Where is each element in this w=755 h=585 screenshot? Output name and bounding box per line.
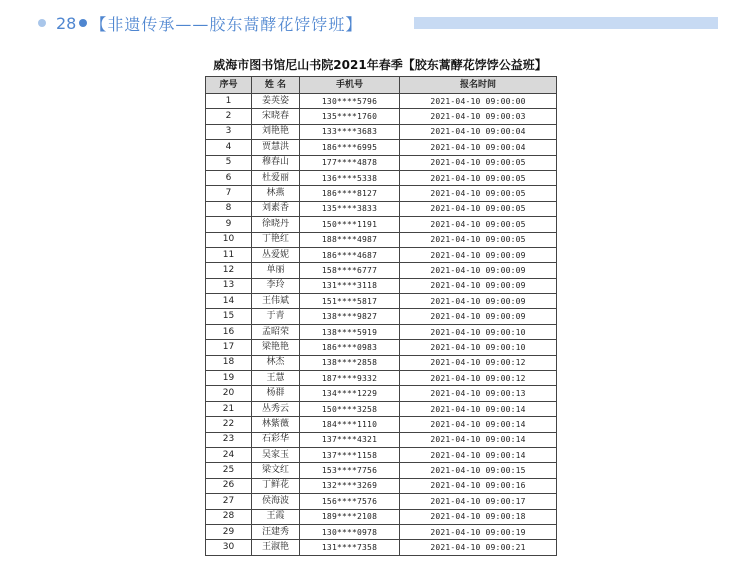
cell-phone: 130****0978 — [300, 524, 400, 539]
registration-table — [205, 76, 557, 556]
cell-number: 8 — [206, 201, 252, 216]
cell-time: 2021-04-10 09:00:18 — [400, 509, 557, 524]
table-row — [206, 201, 557, 216]
cell-name: 宋晓春 — [252, 109, 300, 124]
cell-phone: 188****4987 — [300, 232, 400, 247]
cell-name: 林燕 — [252, 186, 300, 201]
cell-name: 姜英姿 — [252, 94, 300, 109]
cell-name: 梁文红 — [252, 463, 300, 478]
cell-name: 林紫薇 — [252, 417, 300, 432]
cell-phone: 150****3258 — [300, 401, 400, 416]
cell-time: 2021-04-10 09:00:09 — [400, 247, 557, 262]
cell-time: 2021-04-10 09:00:13 — [400, 386, 557, 401]
table-row — [206, 109, 557, 124]
cell-name: 丛秀云 — [252, 401, 300, 416]
cell-phone: 158****6777 — [300, 263, 400, 278]
cell-number: 15 — [206, 309, 252, 324]
cell-number: 22 — [206, 417, 252, 432]
cell-number: 28 — [206, 509, 252, 524]
cell-time: 2021-04-10 09:00:05 — [400, 232, 557, 247]
cell-number: 30 — [206, 540, 252, 555]
table-row — [206, 540, 557, 555]
cell-number: 23 — [206, 432, 252, 447]
header-divider-bar — [414, 17, 718, 29]
cell-name: 杨群 — [252, 386, 300, 401]
cell-number: 5 — [206, 155, 252, 170]
table-row — [206, 432, 557, 447]
table-row — [206, 247, 557, 262]
table-row — [206, 524, 557, 539]
cell-time: 2021-04-10 09:00:05 — [400, 217, 557, 232]
cell-time: 2021-04-10 09:00:19 — [400, 524, 557, 539]
cell-number: 24 — [206, 447, 252, 462]
cell-number: 20 — [206, 386, 252, 401]
cell-number: 13 — [206, 278, 252, 293]
cell-phone: 138****2858 — [300, 355, 400, 370]
cell-name: 王淑艳 — [252, 540, 300, 555]
cell-phone: 151****5817 — [300, 294, 400, 309]
cell-time: 2021-04-10 09:00:03 — [400, 109, 557, 124]
cell-time: 2021-04-10 09:00:05 — [400, 155, 557, 170]
cell-number: 3 — [206, 124, 252, 139]
table-row — [206, 294, 557, 309]
cell-phone: 138****5919 — [300, 324, 400, 339]
table-row — [206, 447, 557, 462]
cell-phone: 187****9332 — [300, 371, 400, 386]
cell-time: 2021-04-10 09:00:09 — [400, 294, 557, 309]
cell-number: 10 — [206, 232, 252, 247]
column-header-name: 姓 名 — [252, 77, 300, 94]
cell-name: 丁艳红 — [252, 232, 300, 247]
cell-time: 2021-04-10 09:00:15 — [400, 463, 557, 478]
cell-number: 9 — [206, 217, 252, 232]
cell-name: 杜爱丽 — [252, 170, 300, 185]
table-row — [206, 463, 557, 478]
cell-time: 2021-04-10 09:00:09 — [400, 278, 557, 293]
document-title: 威海市图书馆尼山书院2021年春季【胶东蒿酵花饽饽公益班】 — [213, 58, 547, 72]
cell-name: 梁艳艳 — [252, 340, 300, 355]
cell-number: 21 — [206, 401, 252, 416]
cell-phone: 132****3269 — [300, 478, 400, 493]
section-number: 28 — [56, 13, 77, 33]
column-header-phone: 手机号 — [300, 77, 400, 94]
bullet-dot-icon — [79, 19, 87, 27]
cell-phone: 150****1191 — [300, 217, 400, 232]
cell-number: 25 — [206, 463, 252, 478]
cell-name: 刘艳艳 — [252, 124, 300, 139]
cell-phone: 135****1760 — [300, 109, 400, 124]
cell-number: 12 — [206, 263, 252, 278]
table-row — [206, 478, 557, 493]
cell-time: 2021-04-10 09:00:16 — [400, 478, 557, 493]
cell-number: 17 — [206, 340, 252, 355]
cell-time: 2021-04-10 09:00:00 — [400, 94, 557, 109]
cell-number: 11 — [206, 247, 252, 262]
table-body — [206, 94, 557, 556]
cell-name: 侯海波 — [252, 494, 300, 509]
cell-phone: 186****6995 — [300, 140, 400, 155]
cell-number: 14 — [206, 294, 252, 309]
table-row — [206, 494, 557, 509]
cell-time: 2021-04-10 09:00:05 — [400, 201, 557, 216]
table-row — [206, 217, 557, 232]
cell-name: 徐晓丹 — [252, 217, 300, 232]
table-row — [206, 340, 557, 355]
cell-number: 19 — [206, 371, 252, 386]
cell-name: 王伟斌 — [252, 294, 300, 309]
cell-time: 2021-04-10 09:00:14 — [400, 447, 557, 462]
table-row — [206, 155, 557, 170]
cell-phone: 135****3833 — [300, 201, 400, 216]
cell-number: 18 — [206, 355, 252, 370]
cell-name: 王慧 — [252, 371, 300, 386]
cell-phone: 184****1110 — [300, 417, 400, 432]
cell-number: 4 — [206, 140, 252, 155]
cell-time: 2021-04-10 09:00:05 — [400, 186, 557, 201]
cell-name: 丁鲜花 — [252, 478, 300, 493]
cell-phone: 156****7576 — [300, 494, 400, 509]
cell-phone: 131****7358 — [300, 540, 400, 555]
table-row — [206, 263, 557, 278]
cell-number: 26 — [206, 478, 252, 493]
cell-name: 丛爱妮 — [252, 247, 300, 262]
cell-time: 2021-04-10 09:00:09 — [400, 263, 557, 278]
cell-phone: 153****7756 — [300, 463, 400, 478]
cell-phone: 136****5338 — [300, 170, 400, 185]
cell-time: 2021-04-10 09:00:10 — [400, 324, 557, 339]
cell-time: 2021-04-10 09:00:12 — [400, 371, 557, 386]
table-row — [206, 324, 557, 339]
cell-phone: 137****4321 — [300, 432, 400, 447]
cell-phone: 177****4878 — [300, 155, 400, 170]
cell-time: 2021-04-10 09:00:12 — [400, 355, 557, 370]
cell-phone: 133****3683 — [300, 124, 400, 139]
cell-name: 王霞 — [252, 509, 300, 524]
column-header-number: 序号 — [206, 77, 252, 94]
cell-time: 2021-04-10 09:00:21 — [400, 540, 557, 555]
cell-name: 石彩华 — [252, 432, 300, 447]
bullet-dot-icon — [38, 19, 46, 27]
cell-number: 1 — [206, 94, 252, 109]
cell-time: 2021-04-10 09:00:04 — [400, 124, 557, 139]
cell-name: 吴家玉 — [252, 447, 300, 462]
table-row — [206, 401, 557, 416]
cell-time: 2021-04-10 09:00:09 — [400, 309, 557, 324]
cell-name: 贾慧洪 — [252, 140, 300, 155]
cell-name: 孟昭荣 — [252, 324, 300, 339]
cell-phone: 130****5796 — [300, 94, 400, 109]
cell-name: 李玲 — [252, 278, 300, 293]
cell-phone: 186****4687 — [300, 247, 400, 262]
cell-phone: 134****1229 — [300, 386, 400, 401]
cell-phone: 138****9827 — [300, 309, 400, 324]
table-row — [206, 186, 557, 201]
cell-number: 29 — [206, 524, 252, 539]
table-row — [206, 278, 557, 293]
table-row — [206, 509, 557, 524]
table-row — [206, 355, 557, 370]
cell-name: 刘素香 — [252, 201, 300, 216]
cell-name: 于青 — [252, 309, 300, 324]
cell-phone: 189****2108 — [300, 509, 400, 524]
table-header-row — [206, 77, 557, 94]
table-row — [206, 309, 557, 324]
table-row — [206, 170, 557, 185]
cell-phone: 186****8127 — [300, 186, 400, 201]
cell-time: 2021-04-10 09:00:14 — [400, 417, 557, 432]
cell-name: 穆春山 — [252, 155, 300, 170]
cell-phone: 131****3118 — [300, 278, 400, 293]
table-row — [206, 232, 557, 247]
cell-time: 2021-04-10 09:00:10 — [400, 340, 557, 355]
cell-time: 2021-04-10 09:00:04 — [400, 140, 557, 155]
table-row — [206, 371, 557, 386]
section-title: 【非遗传承——胶东蒿酵花饽饽班】 — [90, 14, 363, 34]
table-row — [206, 417, 557, 432]
cell-number: 16 — [206, 324, 252, 339]
cell-time: 2021-04-10 09:00:14 — [400, 401, 557, 416]
cell-name: 单丽 — [252, 263, 300, 278]
cell-phone: 137****1158 — [300, 447, 400, 462]
cell-time: 2021-04-10 09:00:05 — [400, 170, 557, 185]
section-header — [38, 8, 718, 38]
table-row — [206, 386, 557, 401]
column-header-time: 报名时间 — [400, 77, 557, 94]
cell-number: 2 — [206, 109, 252, 124]
cell-number: 27 — [206, 494, 252, 509]
table-row — [206, 140, 557, 155]
cell-name: 汪建秀 — [252, 524, 300, 539]
table-row — [206, 124, 557, 139]
cell-phone: 186****0983 — [300, 340, 400, 355]
cell-time: 2021-04-10 09:00:17 — [400, 494, 557, 509]
cell-name: 林杰 — [252, 355, 300, 370]
table-row — [206, 94, 557, 109]
cell-time: 2021-04-10 09:00:14 — [400, 432, 557, 447]
cell-number: 7 — [206, 186, 252, 201]
cell-number: 6 — [206, 170, 252, 185]
